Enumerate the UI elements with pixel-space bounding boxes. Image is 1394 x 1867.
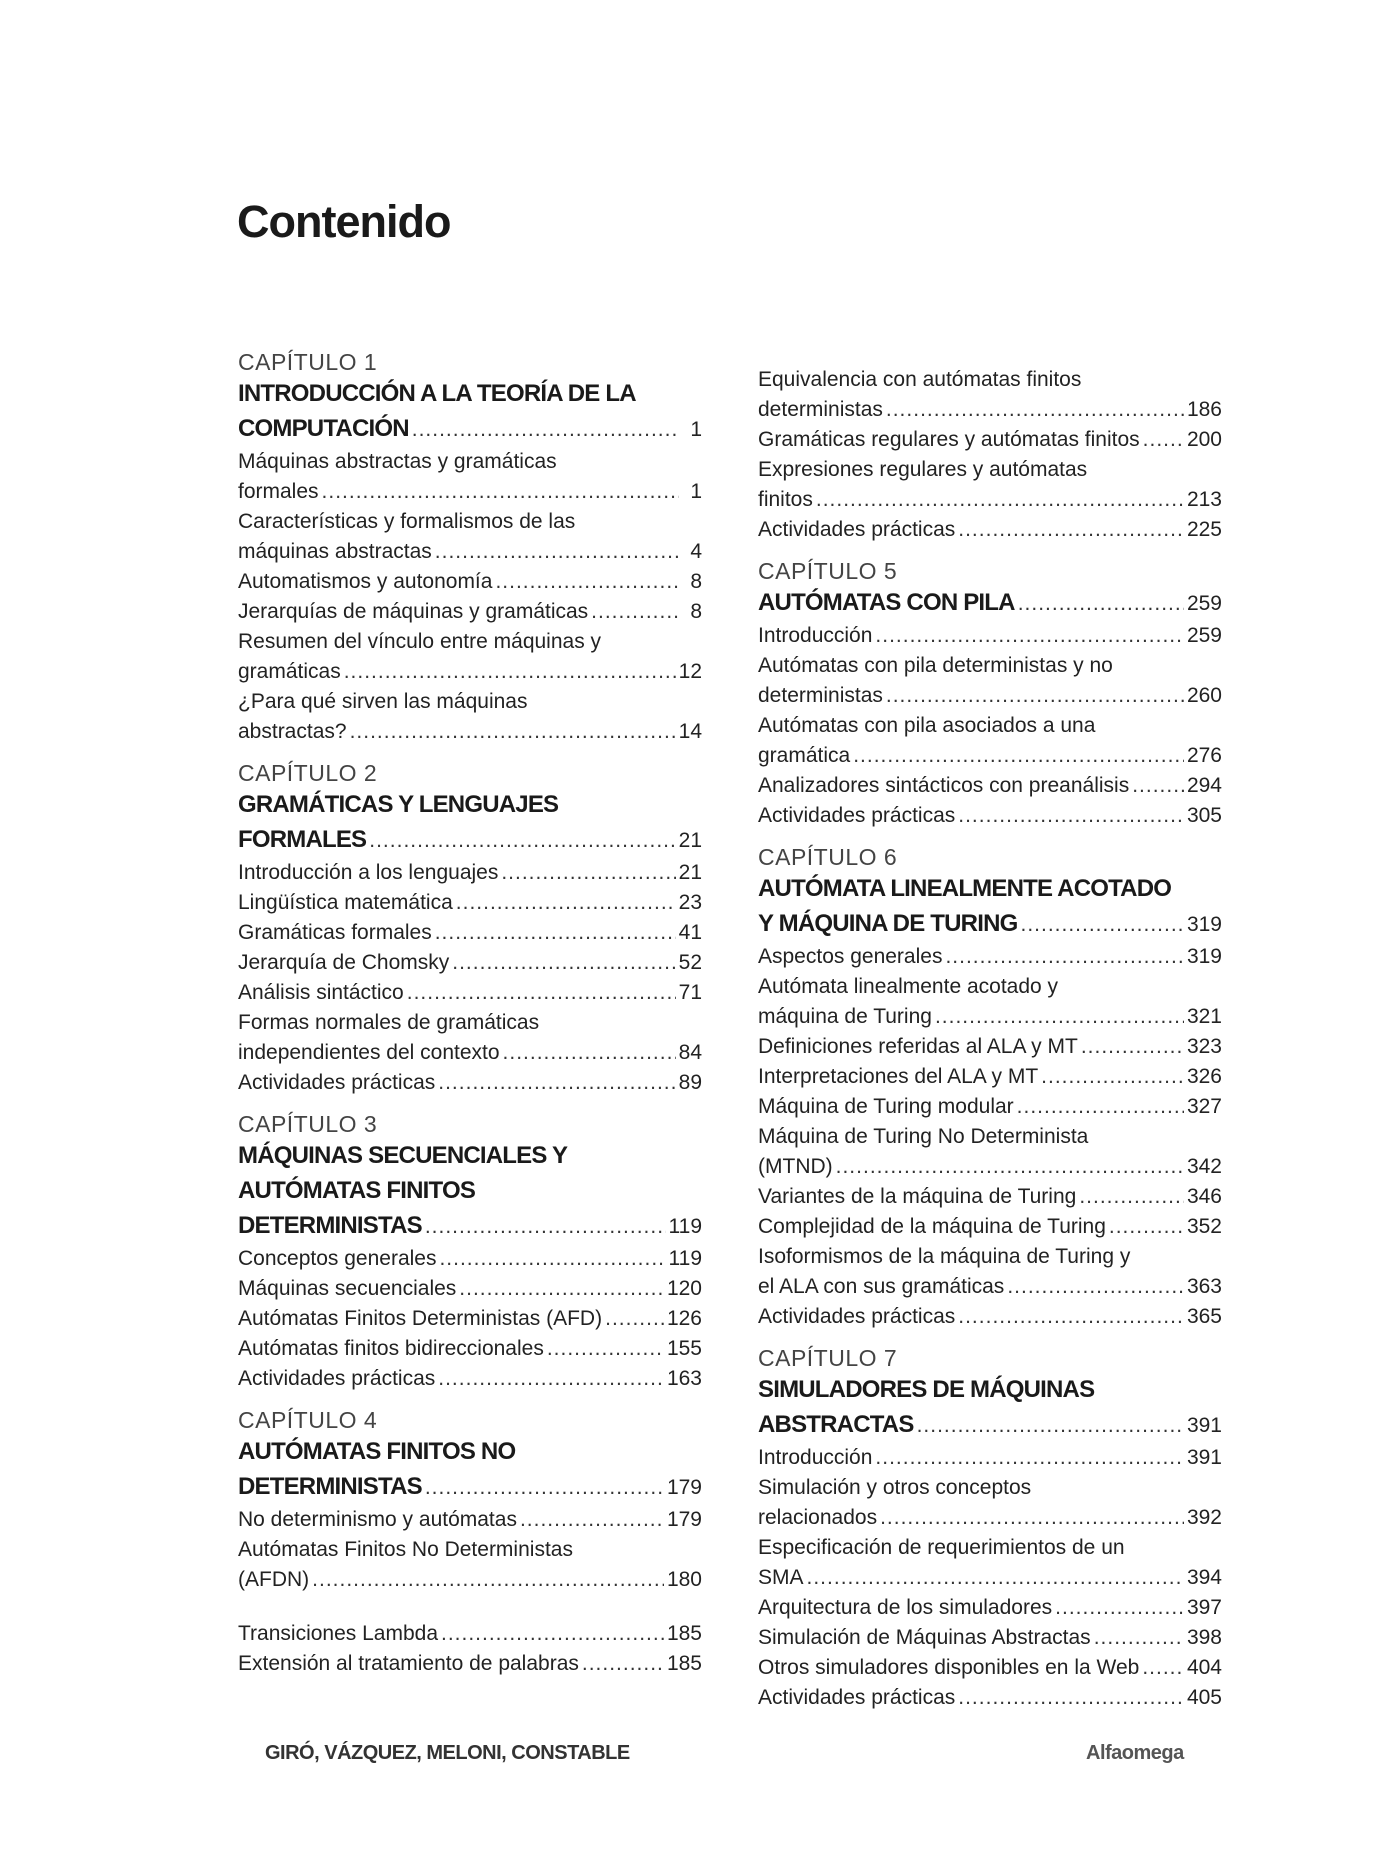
page-number: 365	[1186, 1305, 1222, 1328]
toc-entry-text: Actividades prácticas	[238, 1367, 436, 1390]
page-number: 305	[1186, 804, 1222, 827]
page-number: 179	[666, 1508, 702, 1531]
toc-entry-text: Gramáticas regulares y autómatas finitos	[758, 428, 1140, 451]
dot-leader	[425, 1470, 664, 1505]
toc-entry-line	[758, 1032, 1222, 1062]
dot-leader	[917, 1408, 1184, 1443]
page-number: 163	[666, 1367, 702, 1390]
toc-entry-line	[238, 978, 702, 1008]
toc-entry-text: Autómata linealmente acotado y	[758, 975, 1059, 998]
toc-entry-line	[758, 1683, 1222, 1713]
toc-entry-line	[758, 1002, 1222, 1032]
page-number: 1	[690, 480, 702, 503]
chapter-block	[758, 843, 1222, 1332]
chapter-title-line	[758, 585, 1222, 621]
page-number: 41	[678, 921, 702, 944]
toc-entry-line	[758, 1653, 1222, 1683]
toc-entry-text: gramáticas	[238, 660, 341, 683]
dot-leader	[935, 1002, 1184, 1032]
dot-leader	[435, 537, 679, 567]
toc-right-column	[758, 365, 1222, 1725]
page-number: 321	[1186, 1005, 1222, 1028]
page-number: 155	[666, 1337, 702, 1360]
toc-entry-line	[758, 1443, 1222, 1473]
toc-entry-text: Introducción	[758, 1446, 873, 1469]
chapter-title-line	[238, 1469, 702, 1505]
page-number: 294	[1186, 774, 1222, 797]
toc-continuation	[758, 365, 1222, 545]
toc-entry-text: Analizadores sintácticos con preanálisis	[758, 774, 1130, 797]
toc-entry-text: Jerarquía de Chomsky	[238, 951, 450, 974]
page-number: 327	[1186, 1095, 1222, 1118]
toc-entry-text: Isoformismos de la máquina de Turing y	[758, 1245, 1131, 1268]
toc-entry-text: Actividades prácticas	[758, 518, 956, 541]
toc-entry-text: Interpretaciones del ALA y MT	[758, 1065, 1039, 1088]
dot-leader	[520, 1505, 664, 1535]
chapter-title: GRAMÁTICAS Y LENGUAJES	[238, 791, 559, 818]
toc-entry-text: (MTND)	[758, 1155, 833, 1178]
toc-entry-line	[758, 1212, 1222, 1242]
dot-leader	[853, 741, 1184, 771]
page-number: 391	[1186, 1446, 1222, 1469]
toc-entry-line	[758, 801, 1222, 831]
page-number: 4	[690, 540, 702, 563]
page-number: 21	[678, 861, 702, 884]
dot-leader	[407, 978, 676, 1008]
chapter-title-text: AUTÓMATAS CON PILA	[758, 589, 1015, 616]
chapter-label: CAPÍTULO 3	[238, 1111, 378, 1137]
dot-leader	[439, 1244, 665, 1274]
toc-entry-text: Máquinas secuenciales	[238, 1277, 457, 1300]
page-number: 200	[1186, 428, 1222, 451]
toc-entry-line	[238, 567, 702, 597]
dot-leader	[412, 412, 679, 447]
footer-publisher: Alfaomega	[1086, 1742, 1184, 1764]
chapter-title-text: ABSTRACTAS	[758, 1411, 914, 1438]
dot-leader	[438, 1364, 664, 1394]
chapter-title-line	[238, 1208, 702, 1244]
page-number: 120	[666, 1277, 702, 1300]
toc-entry-text: máquina de Turing	[758, 1005, 932, 1028]
toc-entry-text: Autómatas con pila asociados a una	[758, 714, 1096, 737]
dot-leader	[886, 395, 1184, 425]
toc-entry-text: Expresiones regulares y autómatas	[758, 458, 1088, 481]
dot-leader	[1081, 1032, 1184, 1062]
toc-entry-line	[238, 1649, 702, 1679]
page-number: 119	[668, 1247, 702, 1270]
page-number: 8	[690, 570, 702, 593]
toc-entry-text: Arquitectura de los simuladores	[758, 1596, 1053, 1619]
page-number: 14	[678, 720, 702, 743]
dot-leader	[1132, 771, 1184, 801]
dot-leader	[1055, 1593, 1184, 1623]
page-number: 12	[678, 660, 702, 683]
dot-leader	[1017, 1092, 1184, 1122]
toc-entry-text: Jerarquías de máquinas y gramáticas	[238, 600, 589, 623]
toc-entry-line	[758, 425, 1222, 455]
dot-leader	[452, 948, 675, 978]
dot-leader	[547, 1334, 664, 1364]
toc-entry-text: Lingüística matemática	[238, 891, 453, 914]
dot-leader	[875, 1443, 1184, 1473]
toc-entry-line	[758, 1302, 1222, 1332]
dot-leader	[1020, 907, 1183, 942]
toc-entry-line	[758, 681, 1222, 711]
chapter-label: CAPÍTULO 5	[758, 558, 898, 584]
toc-entry-text: ¿Para qué sirven las máquinas	[238, 690, 528, 713]
dot-leader	[807, 1563, 1184, 1593]
page-number: 276	[1186, 744, 1222, 767]
dot-leader	[1143, 425, 1184, 455]
toc-entry-line	[758, 1182, 1222, 1212]
dot-leader	[369, 823, 675, 858]
toc-entry-line	[758, 1563, 1222, 1593]
toc-entry-text: Introducción a los lenguajes	[238, 861, 499, 884]
dot-leader	[591, 597, 679, 627]
page-number: 398	[1186, 1626, 1222, 1649]
page-number: 126	[666, 1307, 702, 1330]
toc-entry-line	[238, 1505, 702, 1535]
chapter-title: INTRODUCCIÓN A LA TEORÍA DE LA	[238, 380, 636, 407]
page-number: 391	[1186, 1414, 1222, 1437]
dot-leader	[350, 717, 676, 747]
toc-entry-text: Autómatas con pila deterministas y no	[758, 654, 1113, 677]
chapter-title: SIMULADORES DE MÁQUINAS	[758, 1376, 1095, 1403]
toc-entry-line	[238, 1565, 702, 1595]
toc-entry-line	[238, 1068, 702, 1098]
chapter-title-line	[238, 411, 702, 447]
toc-entry-text: No determinismo y autómatas	[238, 1508, 517, 1531]
spacer	[238, 1595, 702, 1619]
page-number: 186	[1186, 398, 1222, 421]
dot-leader	[1018, 586, 1184, 621]
toc-entry-line	[758, 771, 1222, 801]
page-number: 260	[1186, 684, 1222, 707]
dot-leader	[958, 1302, 1184, 1332]
toc-entry-line	[758, 1593, 1222, 1623]
toc-entry-line	[238, 657, 702, 687]
dot-leader	[880, 1503, 1184, 1533]
page-number: 394	[1186, 1566, 1222, 1589]
toc-entry-line	[758, 1152, 1222, 1182]
chapter-title-text: COMPUTACIÓN	[238, 415, 409, 442]
page-number: 323	[1186, 1035, 1222, 1058]
toc-entry-line	[238, 918, 702, 948]
chapter-block	[238, 1406, 702, 1679]
page-number: 404	[1186, 1656, 1222, 1679]
page-number: 405	[1186, 1686, 1222, 1709]
chapter-title-line	[758, 906, 1222, 942]
chapter-title-text: DETERMINISTAS	[238, 1212, 422, 1239]
chapter-title: AUTÓMATAS FINITOS NO	[238, 1438, 516, 1465]
dot-leader	[945, 942, 1184, 972]
chapter-label: CAPÍTULO 2	[238, 760, 378, 786]
chapter-block	[238, 1110, 702, 1394]
toc-entry-text: Máquinas abstractas y gramáticas	[238, 450, 557, 473]
chapter-title-text: FORMALES	[238, 826, 367, 853]
chapter-title: AUTÓMATAS FINITOS	[238, 1177, 476, 1204]
dot-leader	[1109, 1212, 1184, 1242]
toc-entry-text: (AFDN)	[238, 1568, 310, 1591]
page-number: 8	[690, 600, 702, 623]
dot-leader	[1094, 1623, 1184, 1653]
page-number: 319	[1186, 945, 1222, 968]
page-number: 352	[1186, 1215, 1222, 1238]
toc-entry-text: Máquina de Turing No Determinista	[758, 1125, 1089, 1148]
chapter-block	[238, 759, 702, 1098]
page-number: 89	[678, 1071, 702, 1094]
dot-leader	[816, 485, 1184, 515]
page-number: 180	[666, 1568, 702, 1591]
toc-entry-line	[758, 1272, 1222, 1302]
dot-leader	[495, 567, 679, 597]
dot-leader	[1142, 1653, 1184, 1683]
toc-entry-text: Autómatas finitos bidireccionales	[238, 1337, 544, 1360]
page-number: 1	[690, 418, 702, 441]
page-number: 71	[678, 981, 702, 1004]
dot-leader	[582, 1649, 664, 1679]
chapter-label: CAPÍTULO 6	[758, 844, 898, 870]
page-number: 225	[1186, 518, 1222, 541]
toc-entry-line	[758, 741, 1222, 771]
toc-entry-text: deterministas	[758, 398, 883, 421]
toc-left-column	[238, 348, 702, 1691]
chapter-block	[238, 348, 702, 747]
dot-leader	[344, 657, 676, 687]
toc-entry-text: Características y formalismos de las	[238, 510, 576, 533]
toc-entry-text: Actividades prácticas	[758, 1305, 956, 1328]
page-number: 397	[1186, 1596, 1222, 1619]
dot-leader	[958, 801, 1184, 831]
chapter-block	[758, 1344, 1222, 1713]
toc-entry-line	[758, 515, 1222, 545]
chapter-label: CAPÍTULO 7	[758, 1345, 898, 1371]
toc-entry-line	[238, 537, 702, 567]
toc-entry-line	[238, 948, 702, 978]
toc-entry-text: gramática	[758, 744, 851, 767]
page-number: 23	[678, 891, 702, 914]
toc-entry-text: SMA	[758, 1566, 804, 1589]
page-number: 185	[666, 1622, 702, 1645]
toc-entry-text: Aspectos generales	[758, 945, 943, 968]
dot-leader	[322, 477, 679, 507]
toc-entry-line	[238, 888, 702, 918]
toc-entry-line	[238, 717, 702, 747]
toc-entry-text: Actividades prácticas	[238, 1071, 436, 1094]
dot-leader	[425, 1209, 666, 1244]
page-number: 84	[678, 1041, 702, 1064]
toc-entry-text: Extensión al tratamiento de palabras	[238, 1652, 579, 1675]
page-number: 346	[1186, 1185, 1222, 1208]
page-number: 119	[668, 1215, 702, 1238]
toc-entry-text: Máquina de Turing modular	[758, 1095, 1014, 1118]
chapter-title: AUTÓMATA LINEALMENTE ACOTADO	[758, 875, 1172, 902]
toc-entry-text: Otros simuladores disponibles en la Web	[758, 1656, 1140, 1679]
toc-entry-text: Conceptos generales	[238, 1247, 437, 1270]
toc-entry-text: Transiciones Lambda	[238, 1622, 438, 1645]
toc-entry-line	[238, 1274, 702, 1304]
toc-entry-text: formales	[238, 480, 319, 503]
chapter-title-text: Y MÁQUINA DE TURING	[758, 910, 1018, 937]
toc-entry-text: relacionados	[758, 1506, 878, 1529]
toc-entry-text: Resumen del vínculo entre máquinas y	[238, 630, 602, 653]
page-number: 342	[1186, 1155, 1222, 1178]
dot-leader	[1041, 1062, 1184, 1092]
toc-entry-text: Equivalencia con autómatas finitos	[758, 368, 1082, 391]
chapter-label: CAPÍTULO 1	[238, 349, 378, 375]
toc-entry-text: finitos	[758, 488, 813, 511]
chapter-title-text: DETERMINISTAS	[238, 1473, 422, 1500]
toc-entry-line	[758, 395, 1222, 425]
dot-leader	[459, 1274, 664, 1304]
page-number: 179	[666, 1476, 702, 1499]
toc-entry-line	[238, 1334, 702, 1364]
toc-entry-text: Simulación de Máquinas Abstractas	[758, 1626, 1091, 1649]
toc-entry-text: Actividades prácticas	[758, 1686, 956, 1709]
toc-entry-text: máquinas abstractas	[238, 540, 432, 563]
toc-entry-text: el ALA con sus gramáticas	[758, 1275, 1005, 1298]
toc-entry-line	[238, 1244, 702, 1274]
toc-entry-text: Introducción	[758, 624, 873, 647]
toc-entry-text: Análisis sintáctico	[238, 981, 404, 1004]
dot-leader	[958, 1683, 1184, 1713]
toc-entry-text: Simulación y otros conceptos	[758, 1476, 1032, 1499]
dot-leader	[1007, 1272, 1184, 1302]
toc-entry-text: Especificación de requerimientos de un	[758, 1536, 1125, 1559]
dot-leader	[875, 621, 1184, 651]
chapter-title-line	[238, 822, 702, 858]
toc-entry-text: Actividades prácticas	[758, 804, 956, 827]
dot-leader	[435, 918, 676, 948]
toc-entry-text: Automatismos y autonomía	[238, 570, 493, 593]
toc-entry-line	[758, 1062, 1222, 1092]
dot-leader	[886, 681, 1184, 711]
toc-entry-line	[238, 1304, 702, 1334]
dot-leader	[958, 515, 1184, 545]
dot-leader	[501, 858, 675, 888]
dot-leader	[312, 1565, 664, 1595]
toc-entry-line	[758, 1092, 1222, 1122]
toc-entry-line	[238, 477, 702, 507]
chapter-title-line	[758, 1407, 1222, 1443]
page-number: 52	[678, 951, 702, 974]
toc-entry-line	[238, 858, 702, 888]
toc-entry-text: Autómatas Finitos No Deterministas	[238, 1538, 573, 1561]
dot-leader	[441, 1619, 664, 1649]
dot-leader	[836, 1152, 1184, 1182]
toc-entry-text: Variantes de la máquina de Turing	[758, 1185, 1077, 1208]
toc-entry-text: Definiciones referidas al ALA y MT	[758, 1035, 1078, 1058]
page-number: 213	[1186, 488, 1222, 511]
toc-entry-line	[238, 1619, 702, 1649]
dot-leader	[605, 1304, 664, 1334]
toc-entry-text: deterministas	[758, 684, 883, 707]
toc-entry-line	[758, 621, 1222, 651]
page-title: Contenido	[237, 196, 451, 247]
toc-entry-text: Complejidad de la máquina de Turing	[758, 1215, 1106, 1238]
dot-leader	[438, 1068, 675, 1098]
toc-entry-line	[238, 1364, 702, 1394]
page-number: 185	[666, 1652, 702, 1675]
dot-leader	[1079, 1182, 1184, 1212]
toc-entry-line	[238, 1038, 702, 1068]
toc-entry-line	[758, 485, 1222, 515]
toc-entry-text: abstractas?	[238, 720, 347, 743]
page-number: 319	[1186, 913, 1222, 936]
toc-entry-text: Formas normales de gramáticas	[238, 1011, 540, 1034]
page-number: 326	[1186, 1065, 1222, 1088]
toc-entry-line	[758, 1623, 1222, 1653]
toc-entry-text: Gramáticas formales	[238, 921, 432, 944]
toc-entry-line	[758, 942, 1222, 972]
toc-entry-text: Autómatas Finitos Deterministas (AFD)	[238, 1307, 603, 1330]
page-number: 259	[1186, 624, 1222, 647]
toc-entry-line	[238, 597, 702, 627]
page-number: 363	[1186, 1275, 1222, 1298]
dot-leader	[503, 1038, 676, 1068]
page-number: 259	[1186, 592, 1222, 615]
toc-entry-text: independientes del contexto	[238, 1041, 500, 1064]
toc-entry-line	[758, 1503, 1222, 1533]
dot-leader	[456, 888, 676, 918]
page-number: 21	[678, 829, 702, 852]
chapter-label: CAPÍTULO 4	[238, 1407, 378, 1433]
chapter-block	[758, 557, 1222, 831]
page-number: 392	[1186, 1506, 1222, 1529]
chapter-title: MÁQUINAS SECUENCIALES Y	[238, 1142, 568, 1169]
footer-authors: GIRÓ, VÁZQUEZ, MELONI, CONSTABLE	[265, 1742, 630, 1764]
